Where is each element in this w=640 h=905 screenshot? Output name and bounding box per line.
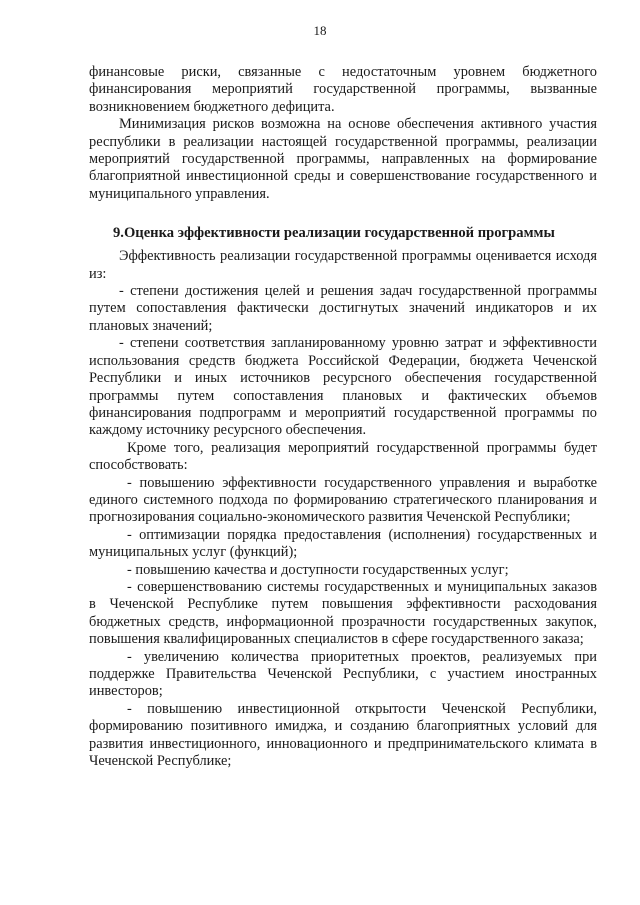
list-item: - повышению эффективности государственного управления и выработке единого системного подхода по формированию стратегического планирования и прогнозирования социально-экономического развития Чеченской Республики; [89, 474, 597, 526]
page-number: 18 [313, 23, 327, 38]
list-item: - повышению инвестиционной открытости Чеченской Республики, формированию позитивного имиджа, и созданию благоприятных условий для развития инвестиционного, инновационного и предпринимательского климата в Чеченской Республике; [89, 700, 597, 770]
paragraph: финансовые риски, связанные с недостаточным уровнем бюджетного финансирования мероприятий государственной программы, вызванные возникновением бюджетного дефицита. [89, 64, 597, 115]
section-heading: 9.Оценка эффективности реализации государственной программы [113, 225, 555, 242]
spacer [89, 203, 597, 224]
paragraph: Кроме того, реализация мероприятий государственной программы будет способствовать: [89, 439, 597, 474]
paragraph: Эффективность реализации государственной программы оценивается исходя из: [89, 248, 597, 282]
page-content [89, 64, 597, 770]
paragraph: Минимизация рисков возможна на основе обеспечения активного участия республики в реализации настоящей государственной программы, реализации мероприятий государственной программы, направленных на формирование благоприятной инвестиционной среды и совершенствование государственного и муниципального управления. [89, 116, 597, 202]
list-item: - оптимизации порядка предоставления (исполнения) государственных и муниципальных услуг (функций); [89, 526, 597, 561]
list-item: - совершенствованию системы государственных и муниципальных заказов в Чеченской Республике путем повышения эффективности расходования бюджетных средств, информационной прозрачности государственных закупок, повышения квалифицированных специалистов в сфере государственного заказа; [89, 578, 597, 648]
list-item: - степени соответствия запланированному уровню затрат и эффективности использования средств бюджета Российской Федерации, бюджета Чеченской Республики и иных источников ресурсного обеспечения государственной программы путем сопоставления плановых и фактических объемов финансирования подпрограмм и мероприятий государственной программы по каждому источнику ресурсного обеспечения. [89, 335, 597, 439]
list-item: - увеличению количества приоритетных проектов, реализуемых при поддержке Правительства Чеченской Республики, с участием иностранных инвесторов; [89, 648, 597, 700]
list-item: - повышению качества и доступности государственных услуг; [127, 561, 509, 578]
list-item: - степени достижения целей и решения задач государственной программы путем сопоставления фактически достигнутых значений индикаторов и их плановых значений; [89, 283, 597, 334]
